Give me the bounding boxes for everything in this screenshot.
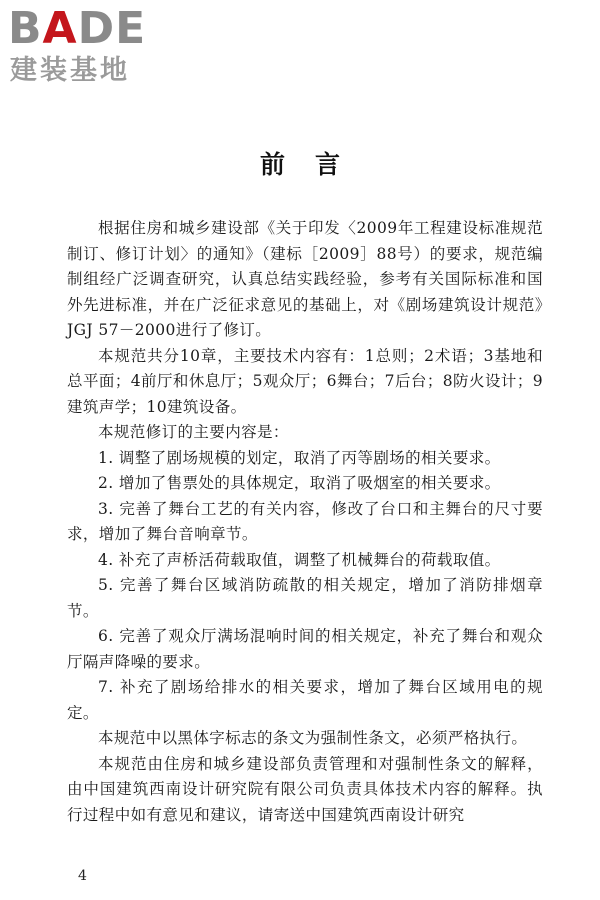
logo-subtitle: 建装基地 [10, 55, 130, 86]
publisher-logo [8, 3, 178, 88]
paragraph-8: 5. 完善了舞台区域消防疏散的相关规定，增加了消防排烟章节。 [67, 576, 543, 620]
paragraph-2: 本规范共分10章，主要技术内容有：1总则；2术语；3基地和总平面；4前厅和休息厅；5观众厅；6舞台；7后台；8防火设计；9建筑声学；10建筑设备。 [67, 346, 543, 416]
page-number: 4 [78, 868, 87, 884]
paragraph-3: 本规范修订的主要内容是： [98, 423, 289, 441]
paragraph-7: 4. 补充了声桥活荷载取值，调整了机械舞台的荷载取值。 [98, 550, 501, 569]
paragraph-4: 1. 调整了剧场规模的划定，取消了丙等剧场的相关要求。 [98, 448, 501, 467]
paragraph-9: 6. 完善了观众厅满场混响时间的相关规定，补充了舞台和观众厅隔声降噪的要求。 [67, 627, 543, 671]
logo-wordmark: BADE [8, 3, 147, 54]
paragraph-6: 3. 完善了舞台工艺的有关内容，修改了台口和主舞台的尺寸要求，增加了舞台音响章节。 [67, 499, 543, 543]
logo-accent-letter: A [42, 3, 78, 54]
preface-body [67, 216, 543, 828]
paragraph-10: 7. 补充了剧场给排水的相关要求，增加了舞台区域用电的规定。 [67, 678, 543, 722]
page-title: 前言 [259, 150, 370, 179]
paragraph-11: 本规范中以黑体字标志的条文为强制性条文，必须严格执行。 [98, 729, 528, 747]
paragraph-5: 2. 增加了售票处的具体规定，取消了吸烟室的相关要求。 [98, 474, 501, 492]
paragraph-12: 本规范由住房和城乡建设部负责管理和对强制性条文的解释，由中国建筑西南设计研究院有限公司负责具体技术内容的解释。执行过程中如有意见和建议，请寄送中国建筑西南设计研究 [67, 754, 543, 824]
paragraph-1: 根据住房和城乡建设部《关于印发〈2009年工程建设标准规范制订、修订计划〉的通知》（建标［2009］88号）的要求，规范编制组经广泛调查研究，认真总结实践经验，参考有关国际标准和国外先进标准，并在广泛征求意见的基础上，对《剧场建筑设计规范》JGJ 57－2000进行了修订。 [67, 219, 543, 339]
